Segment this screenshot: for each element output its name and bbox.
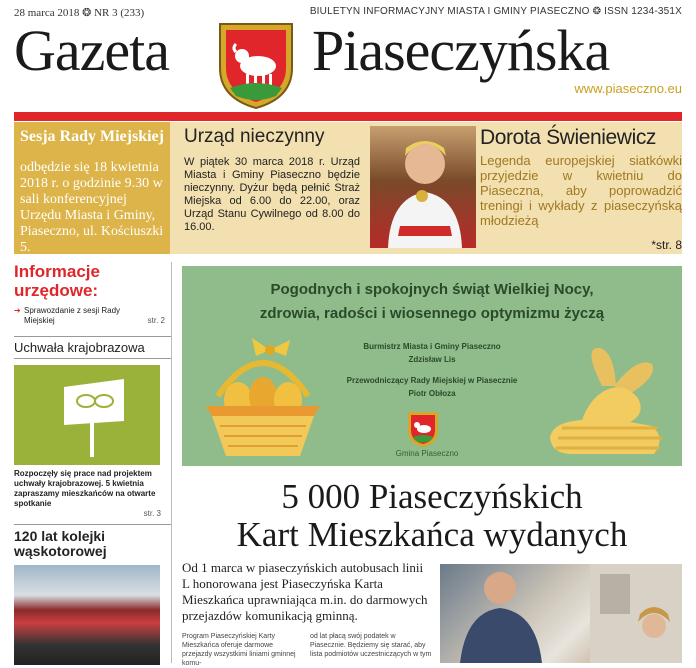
uchwala-text: Rozpoczęły się prace nad projektem uchwały krajobrazowej. 5 kwietnia zapraszamy mieszkańców na otwarte spotkanie: [14, 469, 156, 508]
easter-greeting-banner: [182, 266, 682, 466]
billboard-illustration: [14, 365, 160, 465]
greeting-line2: zdrowia, radości i wiosennego optymizmu życzą: [259, 305, 605, 322]
top-row: [14, 122, 682, 254]
bulletin-info: BIULETYN INFORMACYJNY MIASTA I GMINY PIASECZNO ❂ ISSN 1234-351X: [309, 6, 682, 17]
headline-line1: 5 000 Piaseczyńskich: [281, 477, 583, 516]
urzad-title: Urząd nieczynny: [184, 126, 325, 147]
date-issue: 28 marca 2018 ❂ NR 3 (233): [14, 7, 145, 19]
article-body-col2: od lat płacą swój podatek w Piasecznie. Będziemy się starać, aby lista podmiotów uczestniczących w tym: [310, 633, 432, 658]
info-item-sprawozdanie[interactable]: [14, 306, 171, 326]
easter-bunny-icon: [542, 342, 672, 462]
sesja-text: odbędzie się 18 kwietnia 2018 r. o godzinie 9.30 w sali konferencyjnej Urzędu Miasta i Gminy, Piaseczno, ul. Kościuszki 5.: [20, 160, 164, 255]
urzad-box: [176, 122, 368, 254]
masthead: [0, 18, 696, 110]
dorota-title: Dorota Świeniewicz: [480, 126, 657, 149]
article-lead: Od 1 marca w piaseczyńskich autobusach linii L honorowana jest Piaseczyńska Karta Mieszkańca uprawniająca m.in. do darmowych przejazdów komunikacją gminną.: [182, 560, 428, 623]
dorota-photo: [370, 126, 476, 248]
dorota-box: [480, 126, 682, 252]
sign1-name: Zdzisław Lis: [408, 355, 456, 364]
train-photo: [14, 565, 160, 665]
crest-icon: [212, 18, 300, 110]
sesja-title: Sesja Rady Miejskiej: [20, 128, 164, 145]
title-piaseczynska: Piaseczyńska: [312, 18, 610, 83]
info-title-line2: urzędowe:: [14, 281, 99, 300]
gmina-crest-icon: [406, 410, 440, 448]
gmina-label: Gmina Piaseczno: [395, 449, 459, 458]
sidebar: [14, 262, 172, 663]
info-item-page: str. 2: [147, 316, 165, 325]
headline-line2: Kart Mieszkańca wydanych: [236, 515, 628, 554]
uchwala-page[interactable]: str. 3: [143, 509, 161, 518]
sign2-role: Przewodniczący Rady Miejskiej w Piasecznie: [346, 376, 518, 385]
sign1-role: Burmistrz Miasta i Gminy Piaseczno: [363, 342, 501, 351]
arrow-icon: ➔: [14, 306, 21, 315]
urzad-text: W piątek 30 marca 2018 r. Urząd Miasta i Gminy Piaseczno będzie nieczynny. Dyżur będą pełnić Straż Miejska od 6.00 do 22.00, oraz Urząd Stanu Cywilnego od 8.00 do 16.00.: [184, 156, 360, 233]
uchwala-heading: Uchwała krajobrazowa: [14, 336, 171, 359]
dorota-text: Legenda europejskiej siatkówki przyjedzie w kwietniu do Piaseczna, aby poprowadzić treningi i wykłady z piaseczyńską młodzieżą: [480, 153, 682, 228]
article-photo: [440, 564, 682, 663]
billboard-icon: [14, 365, 160, 465]
info-item-label: Sprawozdanie z sesji Rady Miejskiej: [24, 306, 121, 325]
website-link[interactable]: www.piaseczno.eu: [574, 81, 682, 96]
title-gazeta: Gazeta: [14, 18, 169, 83]
easter-basket-icon: [198, 336, 328, 462]
sesja-box: [14, 122, 170, 254]
portrait-image: [370, 126, 476, 248]
dorota-page-number: str. 8: [655, 238, 682, 252]
office-photo: [440, 564, 682, 663]
info-title: [14, 262, 171, 300]
dorota-page-ref[interactable]: *str. 8: [651, 238, 682, 252]
kolej-heading: 120 lat kolejki wąskotorowej: [14, 524, 171, 559]
sign2-name: Piotr Obłoza: [408, 389, 456, 398]
info-title-line1: Informacje: [14, 262, 100, 281]
article-headline: [182, 478, 682, 554]
article-body-col1: Program Piaseczyńskiej Karty Mieszkańca oferuje darmowe przejazdy wszystkimi liniami gminnej komu-: [182, 633, 296, 667]
greeting-line1: Pogodnych i spokojnych świąt Wielkiej Nocy,: [270, 281, 594, 298]
red-divider: [14, 112, 682, 121]
greeting-text: [182, 278, 682, 326]
